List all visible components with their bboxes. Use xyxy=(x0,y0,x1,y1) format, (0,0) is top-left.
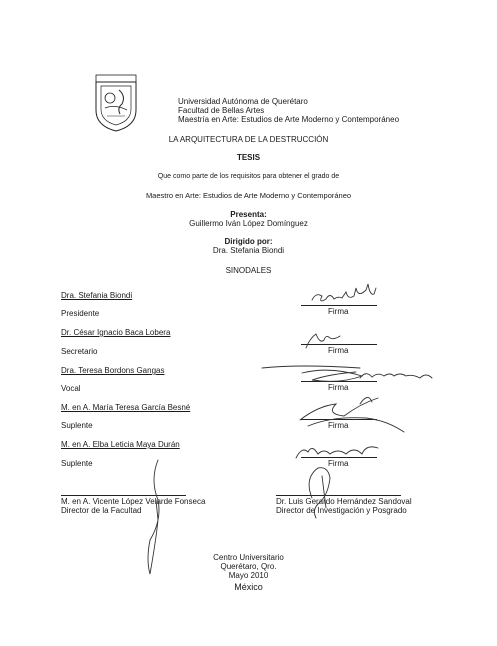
sinodal-role-4: Suplente xyxy=(61,421,93,430)
author-name: Guillermo Iván López Domínguez xyxy=(189,219,308,228)
footer-place-2: Querétaro, Qro. xyxy=(220,562,277,571)
program-name: Maestría en Arte: Estudios de Arte Moderno y Contemporáneo xyxy=(178,115,400,124)
facultad-director-name: M. en A. Vicente López Velarde Fonseca xyxy=(61,497,206,506)
sinodal-name-5: M. en A. Elba Leticia Maya Durán xyxy=(61,440,180,449)
director-name: Dra. Stefania Biondi xyxy=(212,246,285,255)
sinodales-heading: SINODALES xyxy=(225,266,272,275)
sinodal-role-2: Secretario xyxy=(61,347,98,356)
purpose-line-1: Que como parte de los requisitos para obtener el grado de xyxy=(157,173,340,180)
thesis-title: LA ARQUITECTURA DE LA DESTRUCCIÓN xyxy=(168,135,329,144)
footer-country: México xyxy=(234,582,263,592)
posgrado-director-title: Director de Investigación y Posgrado xyxy=(276,506,407,515)
firma-label-4: Firma xyxy=(328,421,349,430)
facultad-director-title: Director de la Facultad xyxy=(61,506,142,515)
footer-place-1: Centro Universitario xyxy=(213,553,284,562)
purpose-line-2: Maestro en Arte: Estudios de Arte Moderno y Contemporáneo xyxy=(145,191,352,200)
firma-label-2: Firma xyxy=(328,346,349,355)
presenta-label: Presenta: xyxy=(230,210,267,219)
university-name: Universidad Autónoma de Querétaro xyxy=(178,97,308,106)
faculty-name: Facultad de Bellas Artes xyxy=(178,106,265,115)
dirigido-label: Dirigido por: xyxy=(224,237,273,246)
sinodal-role-3: Vocal xyxy=(61,384,81,393)
thesis-label: TESIS xyxy=(236,153,261,162)
sinodal-role-5: Suplente xyxy=(61,459,93,468)
sinodal-name-4: M. en A. María Teresa García Besné xyxy=(61,403,191,412)
posgrado-director-name: Dr. Luis Gerardo Hernández Sandoval xyxy=(276,497,412,506)
sinodal-name-2: Dr. César Ignacio Baca Lobera xyxy=(61,328,171,337)
firma-label-1: Firma xyxy=(328,307,349,316)
firma-label-3: Firma xyxy=(328,383,349,392)
footer-date: Mayo 2010 xyxy=(228,571,269,580)
firma-label-5: Firma xyxy=(328,459,349,468)
sinodal-name-3: Dra. Teresa Bordons Gangas xyxy=(61,366,165,375)
sinodal-name-1: Dra. Stefania Biondi xyxy=(61,291,133,300)
sinodal-role-1: Presidente xyxy=(61,309,100,318)
